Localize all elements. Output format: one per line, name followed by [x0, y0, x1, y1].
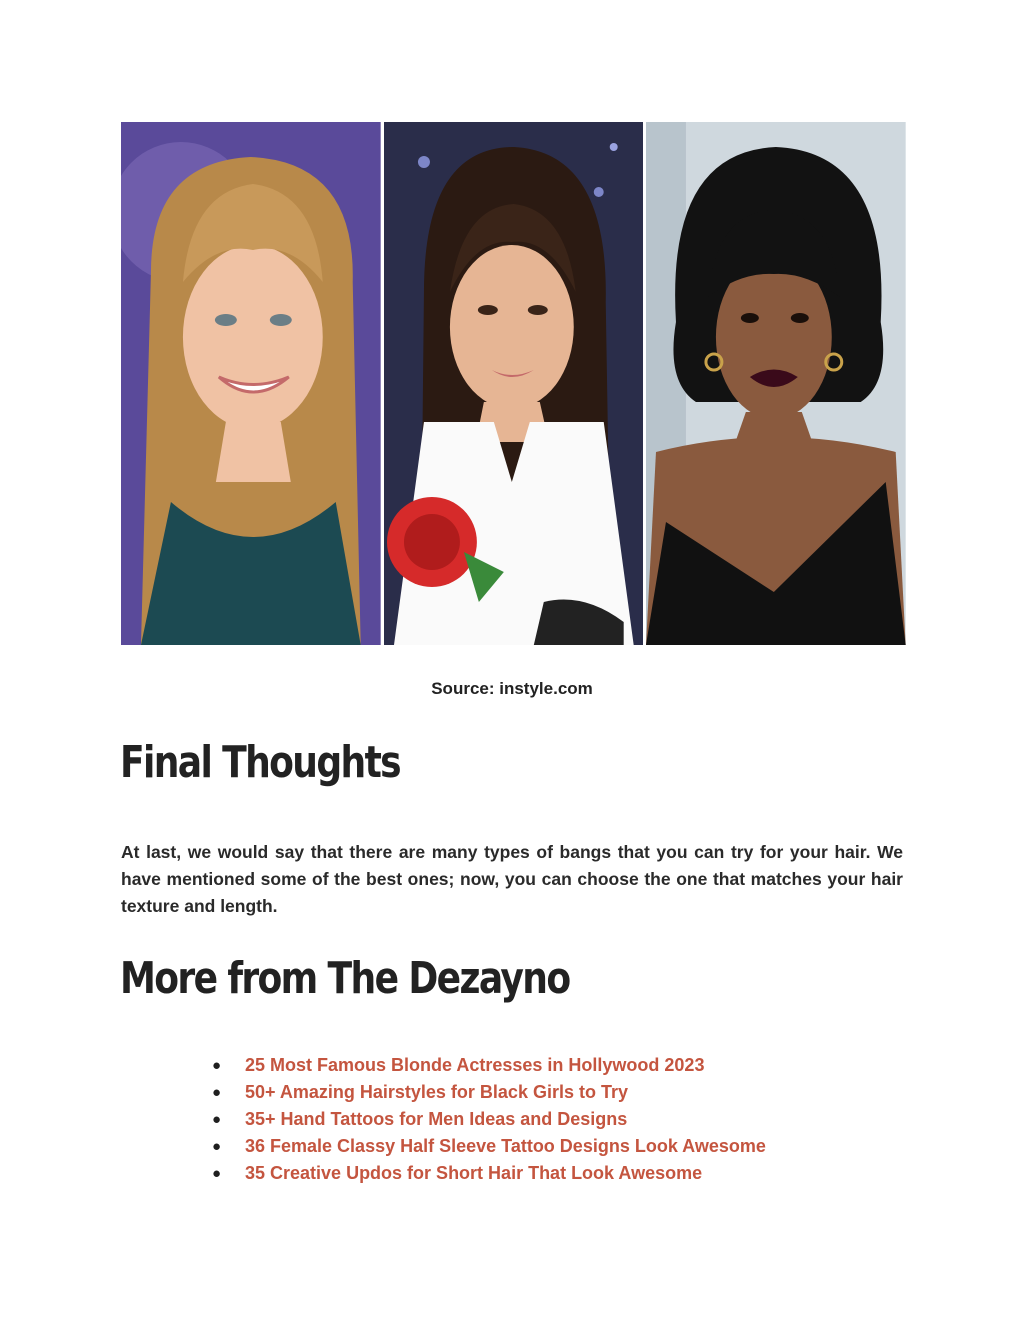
bullet-icon: ●	[212, 1057, 222, 1074]
photo-collage	[121, 122, 906, 645]
portrait-photo-1	[121, 122, 381, 645]
image-source-caption: Source: instyle.com	[431, 679, 593, 698]
bullet-icon: ●	[212, 1111, 222, 1128]
list-item	[212, 1052, 766, 1079]
bullet-icon: ●	[212, 1165, 222, 1182]
final-thoughts-paragraph: At last, we would say that there are many types of bangs that you can try for your hair. We have mentioned some of the best ones; now, you can choose the one that matches your hair texture and length.	[121, 842, 903, 916]
list-item	[212, 1160, 766, 1187]
related-article-link[interactable]: 50+ Amazing Hairstyles for Black Girls to Try	[245, 1082, 628, 1102]
related-article-link[interactable]: 35+ Hand Tattoos for Men Ideas and Designs	[245, 1109, 628, 1129]
portrait-photo-curtain-bangs-icon	[384, 122, 644, 645]
list-item	[212, 1079, 766, 1106]
related-article-link[interactable]: 35 Creative Updos for Short Hair That Look Awesome	[245, 1163, 703, 1183]
bullet-icon: ●	[212, 1084, 222, 1101]
portrait-photo-2	[384, 122, 644, 645]
list-item	[212, 1133, 766, 1160]
related-article-link[interactable]: 25 Most Famous Blonde Actresses in Hollywood 2023	[245, 1055, 705, 1075]
more-from-heading: More from The Dezayno	[120, 953, 570, 1004]
related-article-link[interactable]: 36 Female Classy Half Sleeve Tattoo Designs Look Awesome	[245, 1136, 766, 1156]
portrait-photo-3	[646, 122, 906, 645]
list-item	[212, 1106, 766, 1133]
portrait-photo-blonde-bangs-icon	[121, 122, 381, 645]
final-thoughts-heading: Final Thoughts	[120, 737, 401, 788]
related-articles-list	[212, 1052, 766, 1187]
bullet-icon: ●	[212, 1138, 222, 1155]
portrait-photo-blunt-bangs-icon	[646, 122, 906, 645]
